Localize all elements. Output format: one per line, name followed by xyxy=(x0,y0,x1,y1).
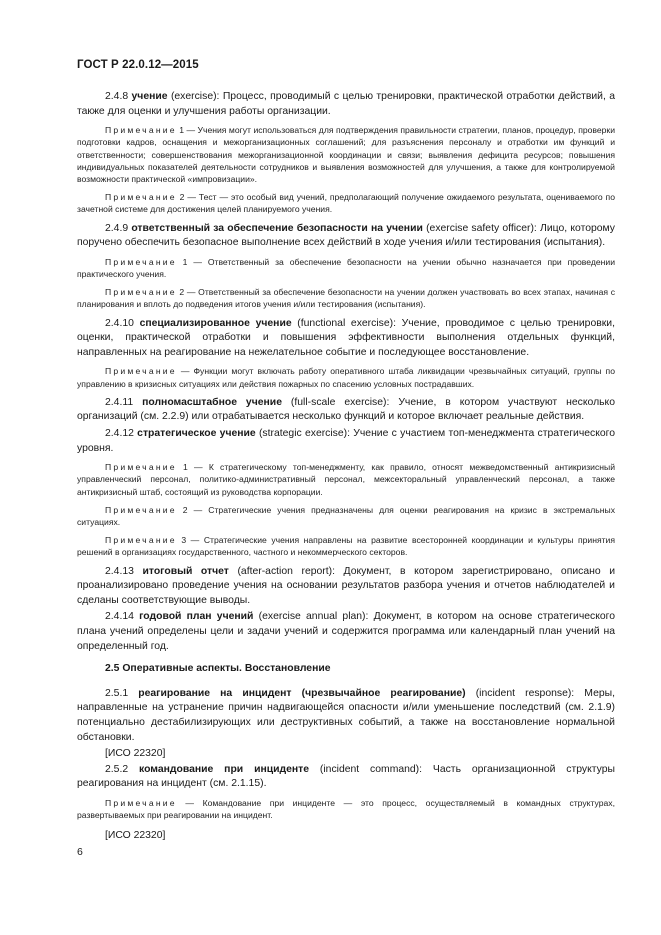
page-number: 6 xyxy=(77,846,83,858)
note: Примечание 2 — Стратегические учения предназначены для оценки реагирования на кризис в экстремальных ситуациях. xyxy=(77,504,615,527)
note: Примечание 1 — К стратегическому топ-менеджменту, как правило, относят межведомственный антикризисный управленческий персонал, политико-административный персонал, межсекторальный управленческий персонал, а также антикризисный штаб, состоящий из руководства корпорации. xyxy=(77,462,615,497)
term-2-4-8: 2.4.8 учение (exercise): Процесс, проводимый с целью тренировки, практической отработки действий, а также для оценки и улучшения работы организации. xyxy=(77,91,616,117)
document-header: ГОСТ Р 22.0.12—2015 xyxy=(77,59,199,71)
note: Примечание 1 — Учения могут использоваться для подтверждения правильности стратегии, планов, процедур, проверки подготовки кадров, оснащения и межорганизационных соглашений; для разъяснения персоналу и отработки им функций и ответственности; совершенствования межорганизационной координации и связи; выявления дефицита ресурсов; повышения индивидуальных показателей деятельности сотрудников и выявления возможностей для улучшения, а также для контролируемой возможности практической «импровизации». xyxy=(77,125,615,184)
source-reference: [ИСО 22320] xyxy=(105,748,166,760)
note: Примечание — Командование при инциденте — это процесс, осуществляемый в командных структурах, развертываемых при реагировании на инцидент. xyxy=(77,797,615,821)
note: Примечание — Функции могут включать работу оперативного штаба ликвидации чрезвычайных ситуаций, группы по управлению в кризисных ситуациях или действия пожарных по спасению условных пострадавших. xyxy=(77,366,615,389)
document-body xyxy=(77,90,615,845)
term-2-4-9: 2.4.9 ответственный за обеспечение безопасности на учении (exercise safety officer): Лицо, которому поручено обеспечить безопасное выполнение всех действий в ходе учения и/или тестирования (испытания). xyxy=(77,222,615,249)
note: Примечание 1 — Ответственный за обеспечение безопасности на учении обычно назначается при проведении практического учения. xyxy=(77,256,615,279)
term-2-4-14: 2.4.14 годовой план учений (exercise annual plan): Документ, в котором на основе стратегического плана учений определены цели и задачи учений и содержится программа или календарный план учений на определенный год. xyxy=(77,611,615,652)
term-2-4-11: 2.4.11 полномасштабное учение (full-scale exercise): Учение, в котором участвуют несколько организаций (см. 2.2.9) или отрабатывается несколько функций и которое включает реальные действия. xyxy=(77,396,615,423)
term-2-5-1: 2.5.1 реагирование на инцидент (чрезвычайное реагирование) (incident response): Меры, направленные на устранение причин надвигающейся опасности и/или уменьшение последствий (см. 2.1.9) потенциально дестабилизирующих или деструктивных событий, а также на восстановление нормальной обстановки. xyxy=(77,687,615,743)
term-2-4-10: 2.4.10 специализированное учение (functional exercise): Учение, проводимое с целью тренировки, оценки, практической отработки и повышения эффективности выполнения отдельных функций, направленных на реагирование на нежелательное событие и последующее восстановление. xyxy=(77,317,615,358)
term-2-4-13: 2.4.13 итоговый отчет (after-action report): Документ, в котором зарегистрировано, описано и проанализировано проведение учения на основании результатов разбора учения и отчетов наблюдателей и сделаны соответствующие выводы. xyxy=(77,565,616,606)
term-2-5-2: 2.5.2 командование при инциденте (incident command): Часть организационной структуры реагирования на инцидент (см. 2.1.15). xyxy=(77,763,615,790)
section-heading: 2.5 Оперативные аспекты. Восстановление xyxy=(105,663,331,675)
source-reference: [ИСО 22320] xyxy=(105,830,166,842)
note: Примечание 2 — Ответственный за обеспечение безопасности на учении должен участвовать во всех этапах, начиная с планирования и вплоть до подведения итогов учения и/или тестирования (испытания). xyxy=(77,287,615,310)
note: Примечание 3 — Стратегические учения направлены на развитие всесторонней координации и культуры принятия решений в организациях государственного, частного и некоммерческого секторов. xyxy=(77,535,615,558)
note: Примечание 2 — Тест — это особый вид учений, предполагающий получение ожидаемого результата, оцениваемого по зачетной системе для достижения целей планируемого учения. xyxy=(77,192,615,215)
term-2-4-12: 2.4.12 стратегическое учение (strategic exercise): Учение с участием топ-менеджмента стратегического уровня. xyxy=(77,427,616,454)
